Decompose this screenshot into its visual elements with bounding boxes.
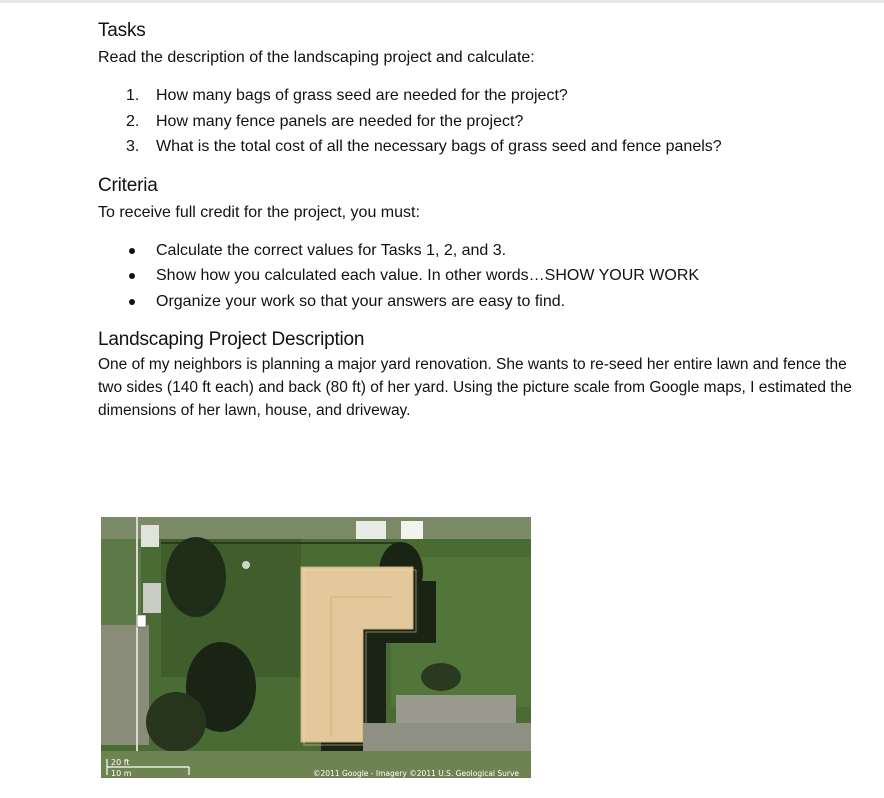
yard-object <box>242 561 250 569</box>
neighbor-driveway <box>101 625 149 745</box>
tasks-heading: Tasks <box>98 20 146 41</box>
item-text: What is the total cost of all the necessary bags of grass seed and fence panels? <box>156 138 722 155</box>
aerial-map-drawing <box>101 517 531 778</box>
tree-shadow <box>146 692 206 752</box>
item-text: How many bags of grass seed are needed for the project? <box>156 87 568 104</box>
project-description: One of my neighbors is planning a major yard renovation. She wants to re-seed her entire lawn and fence the two sides (140 ft each) and back (80 ft) of her yard. Using the picture scale from Google maps, I estimated the dimensions of her lawn, house, and driveway. <box>98 356 852 419</box>
criteria-list <box>98 238 858 315</box>
list-item <box>98 289 858 315</box>
item-text: Show how you calculated each value. In other words…SHOW YOUR WORK <box>156 267 700 284</box>
bullet-icon <box>129 273 135 279</box>
tree-shadow <box>166 537 226 617</box>
document-body <box>98 20 858 422</box>
neighbor-strip <box>101 517 531 539</box>
item-number: 2. <box>126 112 140 130</box>
shed-roof <box>141 525 159 547</box>
bullet-icon <box>129 248 135 254</box>
map-attribution: ©2011 Google - Imagery ©2011 U.S. Geological Surve <box>313 769 520 778</box>
tasks-list <box>98 83 858 160</box>
scale-label-m: 10 m <box>111 769 132 778</box>
item-number: 1. <box>126 87 140 104</box>
item-text: How many fence panels are needed for the project? <box>156 112 524 130</box>
driveway <box>396 695 516 723</box>
scale-label-ft: 20 ft <box>111 758 130 767</box>
zoom-marker-icon <box>137 615 146 627</box>
page-top-border <box>0 0 884 3</box>
item-text: Organize your work so that your answers are easy to find. <box>156 292 566 310</box>
list-item <box>98 109 858 135</box>
aerial-map-image <box>101 517 531 778</box>
item-text: Calculate the correct values for Tasks 1, 2, and 3. <box>156 241 507 259</box>
project-heading: Landscaping Project Description <box>98 329 365 350</box>
shed-roof <box>401 521 423 539</box>
list-item <box>98 238 858 264</box>
shed-roof <box>356 521 386 539</box>
list-item <box>98 134 858 160</box>
list-item <box>98 263 858 289</box>
driveway <box>363 723 531 751</box>
list-item <box>98 83 858 109</box>
tasks-intro: Read the description of the landscaping project and calculate: <box>98 49 535 66</box>
bullet-icon <box>129 299 135 305</box>
item-number: 3. <box>126 138 140 155</box>
tree-shadow <box>421 663 461 691</box>
criteria-intro: To receive full credit for the project, you must: <box>98 203 420 221</box>
neighbor-yard <box>101 539 141 629</box>
criteria-heading: Criteria <box>98 174 158 196</box>
neighbor-roof <box>143 583 161 613</box>
